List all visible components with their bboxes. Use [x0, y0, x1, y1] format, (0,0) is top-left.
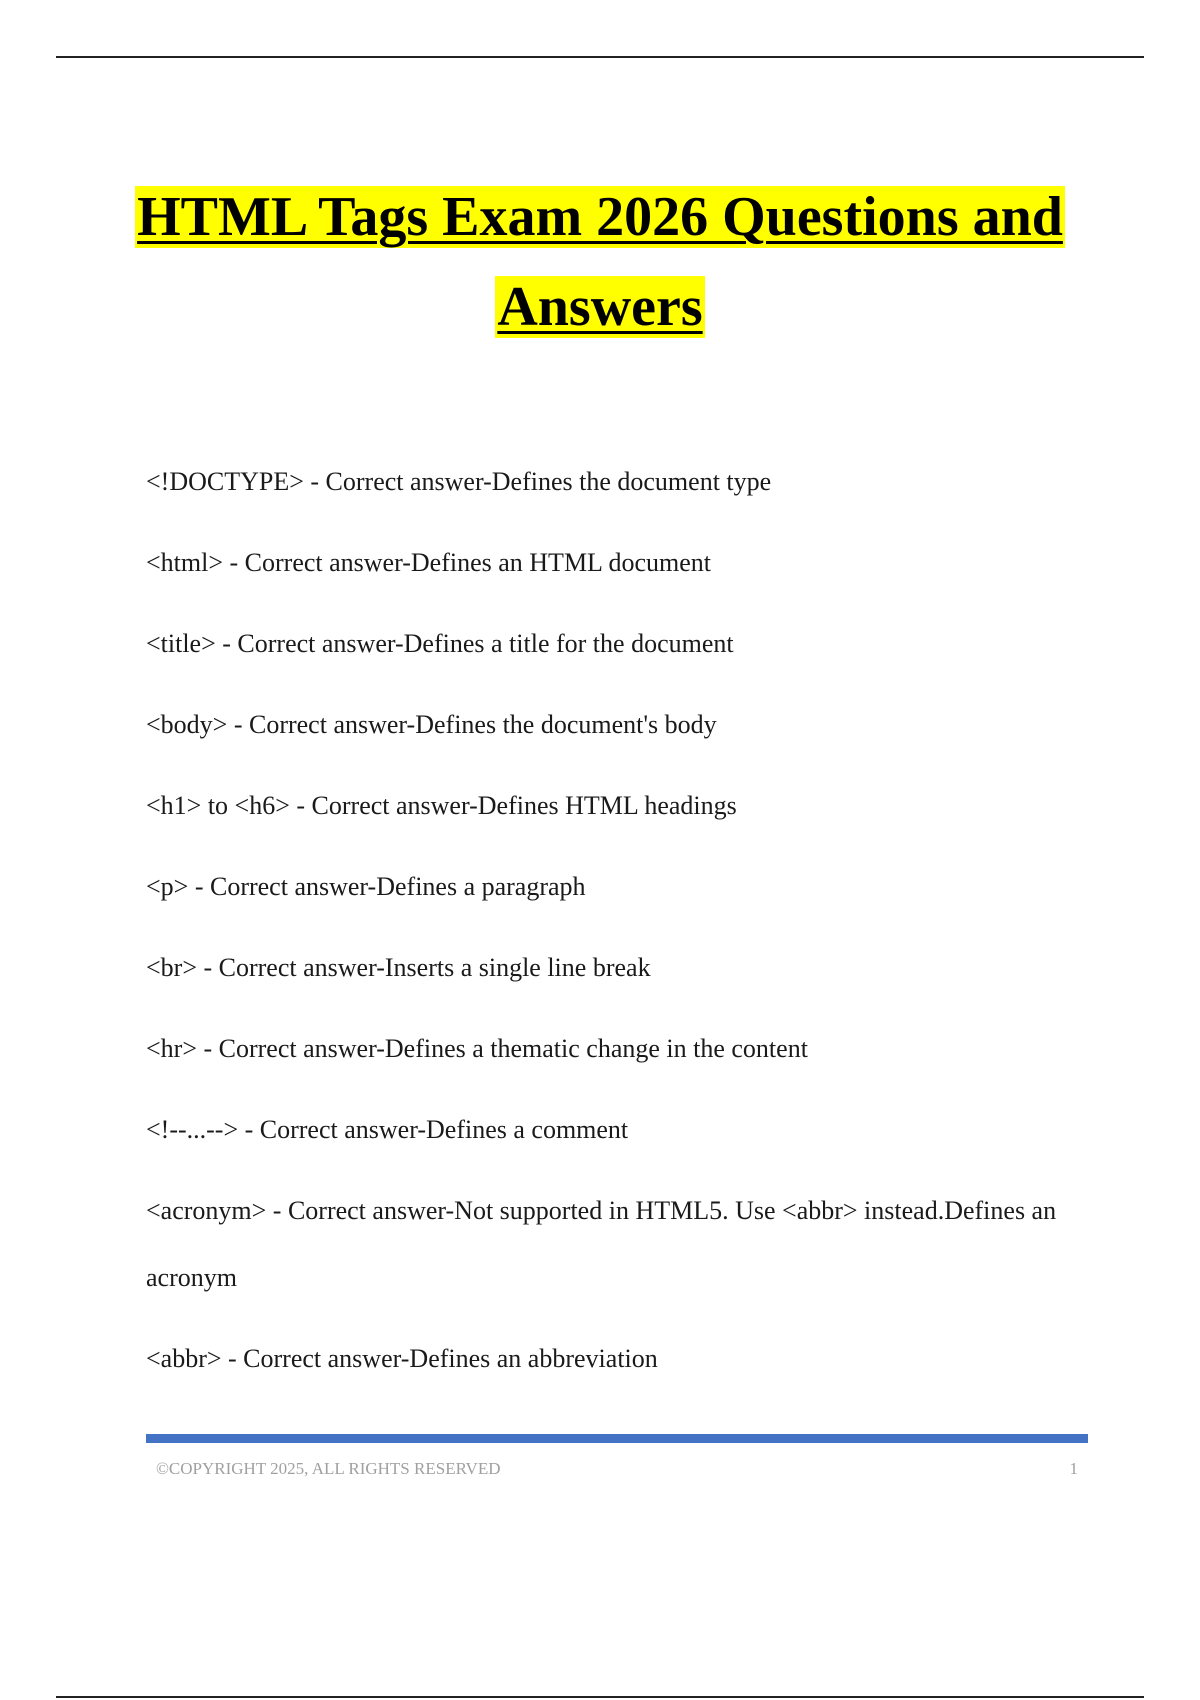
qa-item-br: <br> - Correct answer-Inserts a single line break [146, 953, 651, 982]
bottom-page-rule [56, 1696, 1144, 1698]
footer-bar [146, 1434, 1088, 1443]
title-line-2: Answers [497, 276, 703, 338]
qa-item-hr: <hr> - Correct answer-Defines a thematic change in the content [146, 1034, 808, 1063]
footer-copyright: ©COPYRIGHT 2025, ALL RIGHTS RESERVED [156, 1459, 501, 1478]
qa-item-body: <body> - Correct answer-Defines the document's body [146, 710, 717, 739]
title-line-1: HTML Tags Exam 2026 Questions and [137, 186, 1063, 248]
qa-item-abbr: <abbr> - Correct answer-Defines an abbreviation [146, 1344, 658, 1373]
document-title [0, 172, 1200, 352]
qa-item-html: <html> - Correct answer-Defines an HTML document [146, 548, 712, 577]
qa-item-comment: <!--...--> - Correct answer-Defines a comment [146, 1115, 629, 1144]
qa-item-paragraph: <p> - Correct answer-Defines a paragraph [146, 872, 586, 901]
top-page-rule [56, 56, 1144, 58]
qa-item-title: <title> - Correct answer-Defines a title for the document [146, 629, 734, 658]
page-number: 1 [1069, 1459, 1078, 1478]
qa-item-acronym: <acronym> - Correct answer-Not supported in HTML5. Use <abbr> instead.Defines an acronym [146, 1196, 1057, 1292]
footer [156, 1459, 1078, 1479]
qa-item-doctype: <!DOCTYPE> - Correct answer-Defines the document type [146, 467, 772, 496]
qa-item-headings: <h1> to <h6> - Correct answer-Defines HTML headings [146, 791, 737, 820]
qa-list [146, 448, 1086, 1392]
